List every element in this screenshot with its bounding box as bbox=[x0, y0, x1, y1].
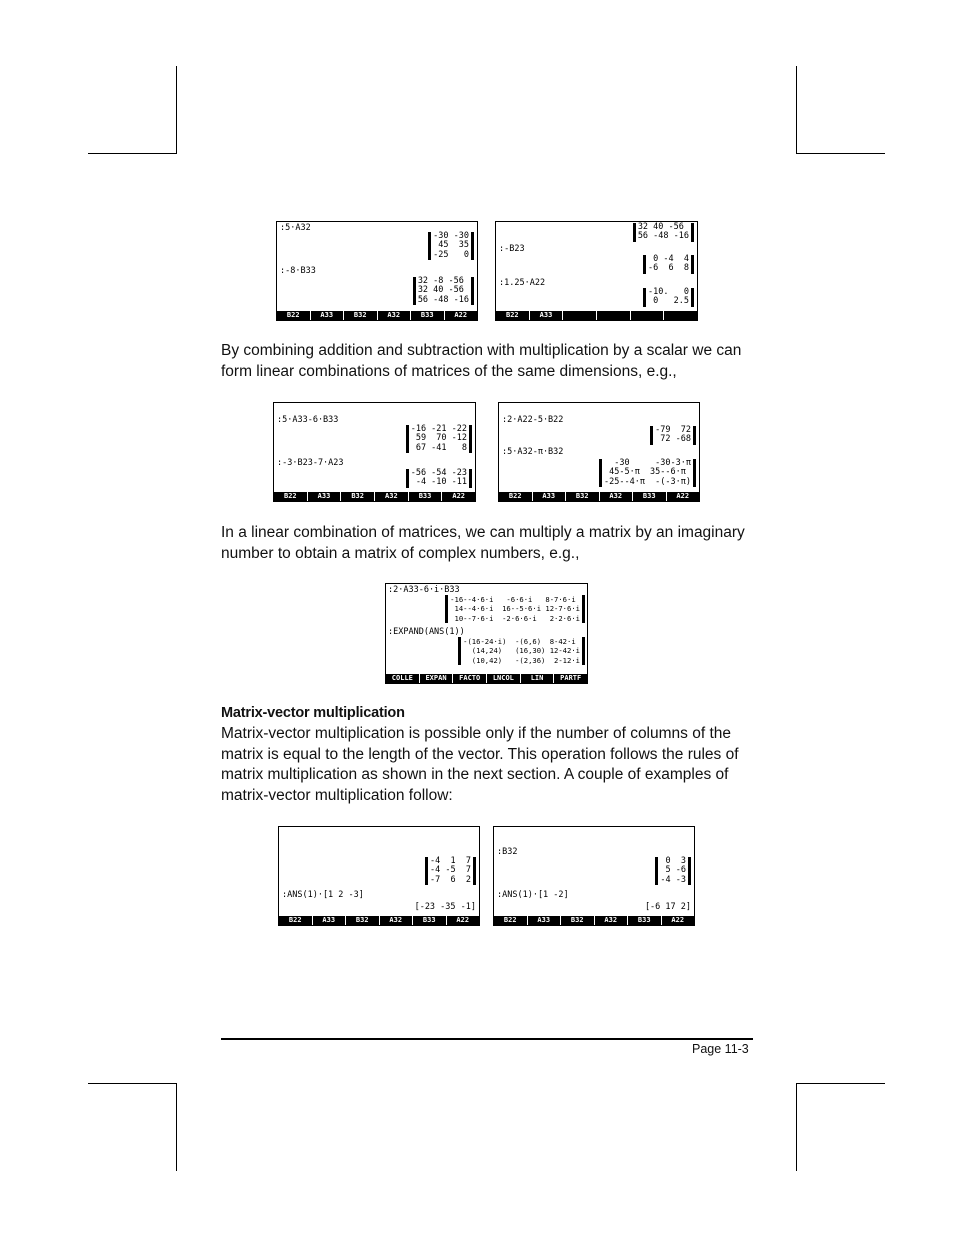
softkey[interactable]: LIN bbox=[521, 674, 555, 683]
softkey[interactable]: B32 bbox=[344, 311, 378, 320]
result-matrix: -16 -21 -22 59 70 -12 67 -41 8 bbox=[406, 425, 472, 453]
result-matrix: 0 -4 4 -6 6 8 bbox=[643, 255, 694, 274]
calculator-screen bbox=[385, 583, 588, 684]
calculator-screen bbox=[276, 221, 478, 321]
softkey[interactable]: B22 bbox=[279, 916, 313, 925]
crop-mark bbox=[796, 153, 885, 154]
softkey[interactable]: A33 bbox=[528, 916, 562, 925]
result-vector: [-6 17 2] bbox=[644, 902, 691, 912]
softkey[interactable]: B22 bbox=[496, 311, 530, 320]
softkey[interactable]: B22 bbox=[494, 916, 528, 925]
stack-command: :5·A33-6·B33 bbox=[277, 415, 339, 425]
softkey[interactable]: LNCOL bbox=[487, 674, 521, 683]
crop-mark bbox=[88, 153, 177, 154]
calculator-screen bbox=[498, 402, 700, 502]
footer-rule bbox=[221, 1038, 753, 1040]
softkey[interactable] bbox=[563, 311, 597, 320]
softkey[interactable]: B33 bbox=[628, 916, 662, 925]
crop-mark bbox=[796, 1083, 885, 1084]
stack-command: :-3·B23-7·A23 bbox=[277, 458, 344, 468]
softkey[interactable]: B33 bbox=[413, 916, 447, 925]
softkey[interactable] bbox=[631, 311, 665, 320]
calculator-screen bbox=[273, 402, 476, 502]
softkey[interactable]: A22 bbox=[456, 916, 470, 924]
softkey-menu bbox=[499, 492, 699, 501]
stack-command: :-B23 bbox=[499, 244, 525, 254]
result-matrix: -30 -30 45 35 -25 0 bbox=[428, 232, 474, 260]
softkey[interactable]: B22 bbox=[277, 311, 311, 320]
stack-command: :EXPAND(ANS(1)) bbox=[388, 627, 465, 637]
softkey[interactable]: A33 bbox=[533, 492, 567, 501]
softkey[interactable]: A22 bbox=[452, 492, 466, 500]
body-paragraph: In a linear combination of matrices, we can multiply a matrix by an imaginary number to obtain a matrix of complex numbers, e.g., bbox=[221, 524, 745, 562]
softkey-menu bbox=[274, 492, 475, 501]
result-matrix: -10. 0 0 2.5 bbox=[643, 288, 694, 307]
section-heading: Matrix-vector multiplication bbox=[221, 705, 405, 721]
softkey[interactable] bbox=[664, 311, 697, 320]
softkey[interactable]: B32 bbox=[341, 492, 375, 501]
result-matrix: -79 72 72 -68 bbox=[650, 426, 696, 445]
result-vector: [-23 -35 -1] bbox=[414, 902, 476, 912]
softkey[interactable]: A22 bbox=[671, 916, 685, 924]
softkey[interactable]: B32 bbox=[561, 916, 595, 925]
softkey[interactable]: B33 bbox=[633, 492, 667, 501]
softkey[interactable] bbox=[597, 311, 631, 320]
body-paragraph: Matrix-vector multiplication is possible only if the number of columns of the matrix is equal to the length of the vector. This operation follows the rules of matrix multiplication as shown in the next section. A couple of examples of matrix-vector multiplication follow: bbox=[221, 725, 739, 804]
softkey-menu bbox=[494, 916, 694, 925]
stack-command: :-8·B33 bbox=[280, 266, 316, 276]
result-matrix: -4 1 7 -4 -5 7 -7 6 2 bbox=[425, 857, 476, 885]
calculator-screen bbox=[278, 826, 480, 926]
softkey-menu bbox=[279, 916, 479, 925]
softkey[interactable]: A22 bbox=[676, 492, 690, 500]
softkey[interactable]: COLLE bbox=[386, 674, 420, 683]
result-matrix: -30 -30-3·π 45-5·π 35--6·π -25--4·π -(-3·π) bbox=[599, 459, 696, 487]
softkey[interactable]: A22 bbox=[454, 311, 468, 319]
body-paragraph: By combining addition and subtraction with multiplication by a scalar we can form linear combinations of matrices of the same dimensions, e.g., bbox=[221, 342, 742, 380]
softkey[interactable]: B33 bbox=[409, 492, 443, 501]
softkey[interactable]: A33 bbox=[530, 311, 564, 320]
crop-mark bbox=[796, 66, 797, 154]
crop-mark bbox=[176, 66, 177, 154]
stack-command: :2·A22-5·B22 bbox=[502, 415, 564, 425]
softkey[interactable]: B22 bbox=[499, 492, 533, 501]
stack-command: :B32 bbox=[497, 847, 518, 857]
softkey-menu bbox=[277, 311, 477, 320]
page-number: Page 11-3 bbox=[692, 1042, 749, 1056]
result-matrix: -56 -54 -23 -4 -10 -11 bbox=[406, 469, 472, 488]
softkey[interactable]: A33 bbox=[311, 311, 345, 320]
softkey[interactable]: B22 bbox=[274, 492, 308, 501]
softkey[interactable]: A32 bbox=[600, 492, 634, 501]
result-matrix: -16--4·6·i -6·6·i 8-7·6·i 14--4·6·i 16--5·6·i 12-7·6·i 10--7·6·i -2·6·6·i 2·2·6·i bbox=[445, 595, 585, 623]
softkey[interactable]: B33 bbox=[411, 311, 445, 320]
softkey[interactable]: A33 bbox=[308, 492, 342, 501]
stack-command: :2·A33-6·i·B33 bbox=[388, 585, 460, 595]
result-matrix: 32 40 -56 56 -48 -16 bbox=[633, 223, 694, 242]
softkey[interactable]: B32 bbox=[566, 492, 600, 501]
crop-mark bbox=[176, 1083, 177, 1171]
calculator-screen bbox=[493, 826, 695, 926]
softkey-menu bbox=[386, 674, 587, 683]
stack-command: :ANS(1)·[1 -2] bbox=[497, 890, 569, 900]
softkey[interactable]: B32 bbox=[346, 916, 380, 925]
stack-command: :ANS(1)·[1 2 -3] bbox=[282, 890, 364, 900]
stack-command: :1.25·A22 bbox=[499, 278, 546, 288]
softkey[interactable]: PARTF bbox=[560, 674, 582, 682]
result-matrix: -(16-24·i) -(6,6) 8-42·i (14,24) (16,30) 12-42·i (10,42) -(2,36) 2-12·i bbox=[458, 637, 585, 665]
softkey[interactable]: A32 bbox=[595, 916, 629, 925]
stack-command: :5·A32 bbox=[280, 223, 311, 233]
softkey[interactable]: A32 bbox=[380, 916, 414, 925]
crop-mark bbox=[796, 1083, 797, 1171]
calculator-screen bbox=[495, 221, 698, 321]
softkey[interactable]: FACTO bbox=[453, 674, 487, 683]
softkey[interactable]: A33 bbox=[313, 916, 347, 925]
softkey[interactable]: A32 bbox=[375, 492, 409, 501]
result-matrix: 0 3 5 -6 -4 -3 bbox=[655, 857, 691, 885]
stack-command: :5·A32-π·B32 bbox=[502, 447, 564, 457]
result-matrix: 32 -8 -56 32 40 -56 56 -48 -16 bbox=[413, 277, 474, 305]
softkey[interactable]: EXPAN bbox=[420, 674, 454, 683]
softkey[interactable]: A32 bbox=[378, 311, 412, 320]
softkey-menu bbox=[496, 311, 697, 320]
crop-mark bbox=[88, 1083, 177, 1084]
